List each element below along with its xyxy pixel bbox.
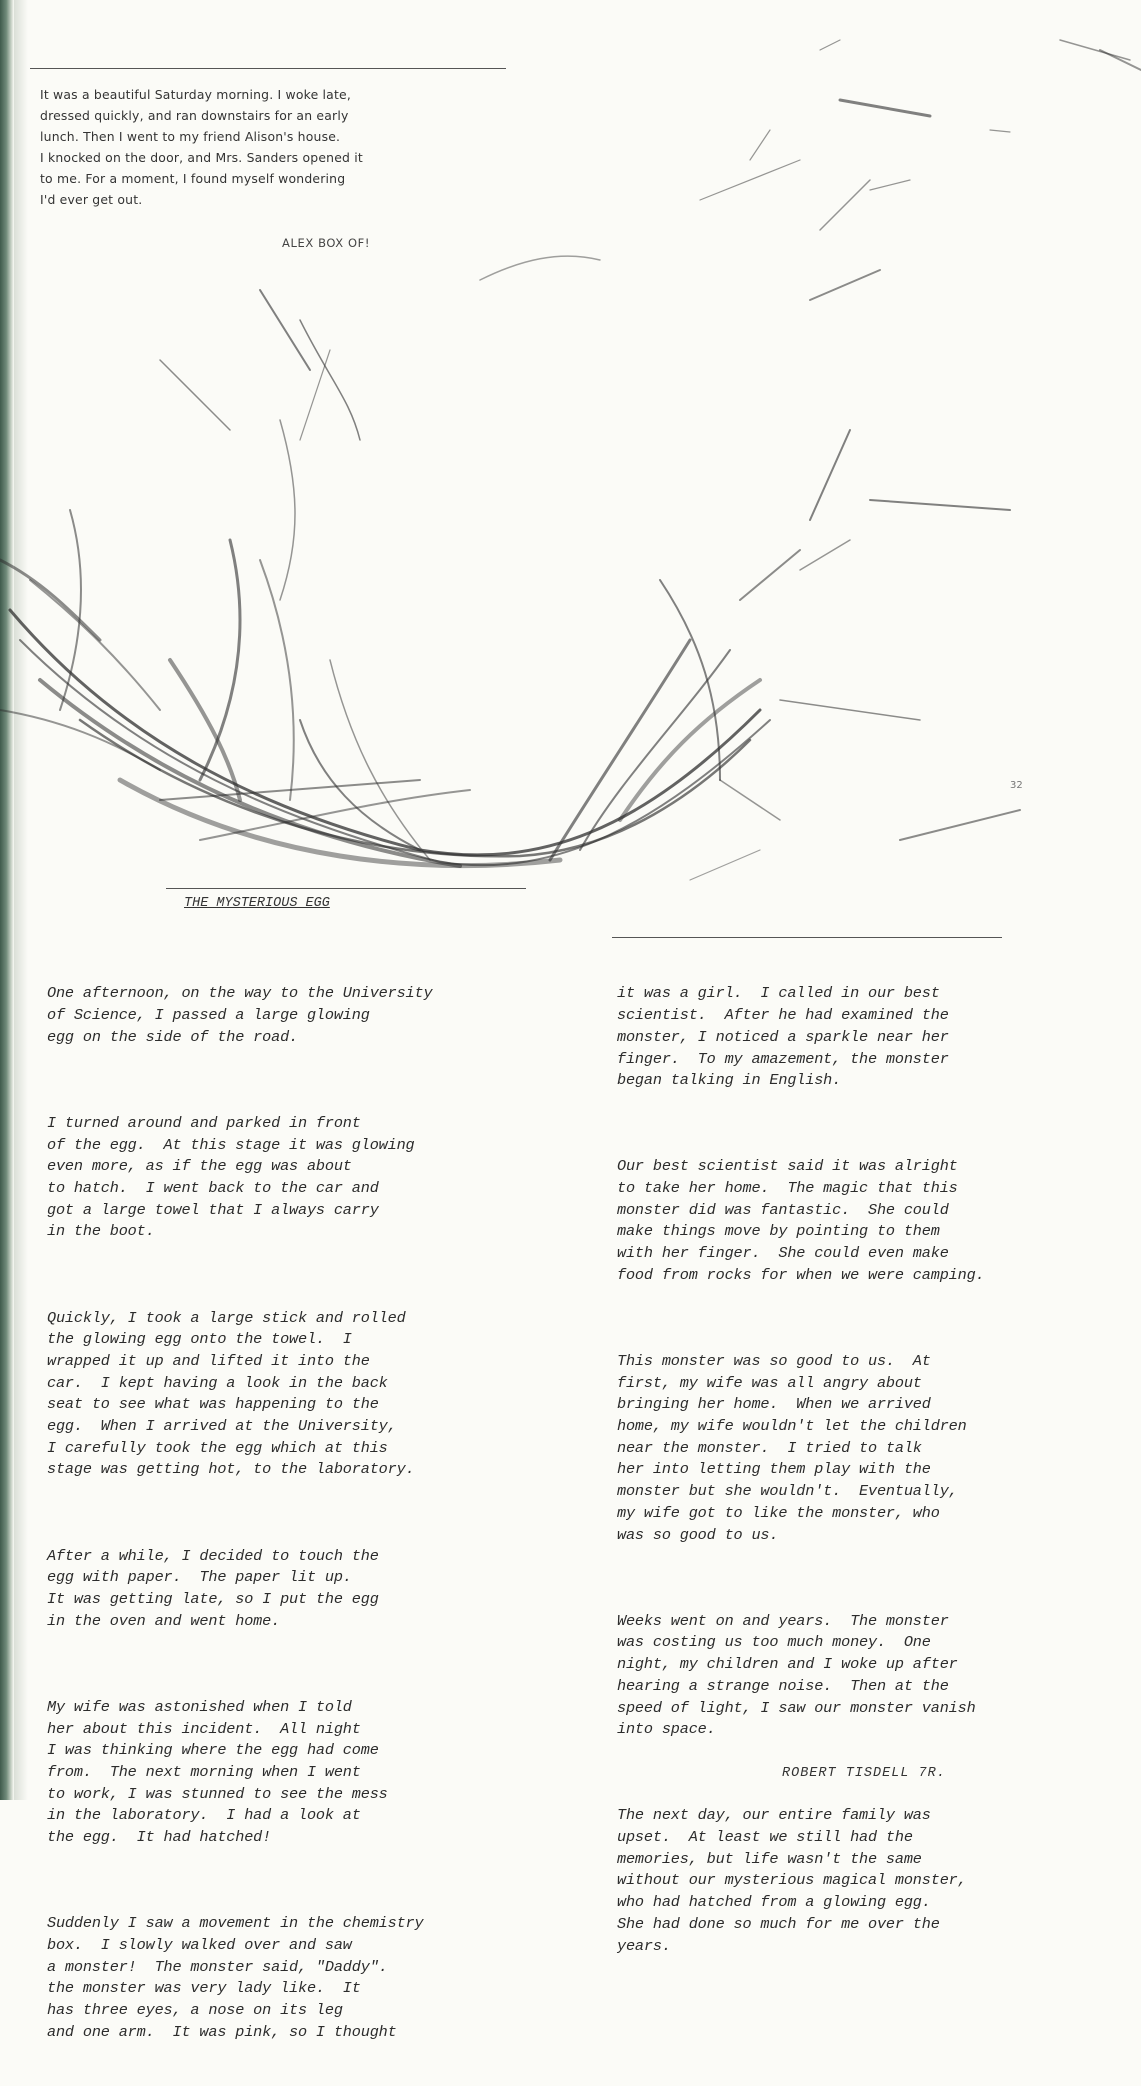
story-paragraph: Suddenly I saw a movement in the chemistry box. I slowly walked over and saw a monster! The monster said, "Daddy". the monster was very lady like. It has three eyes, a nose on its leg and one arm. It was pink, so I thought (47, 1914, 424, 2041)
story-paragraph: Our best scientist said it was alright to take her home. The magic that this monster did was fantastic. She could make things move by pointing to them with her finger. She could even make food from rocks for when we were camping. (617, 1157, 985, 1284)
story-paragraph: One afternoon, on the way to the University of Science, I passed a large glowing egg on the side of the road. (47, 984, 433, 1046)
story-paragraph: Quickly, I took a large stick and rolled the glowing egg onto the towel. I wrapped it up and lifted it into the car. I kept having a look in the back seat to see what was happening to the egg. When I arrived at the University, I carefully took the egg which at this stage was getting hot, to the laboratory. (47, 1308, 415, 1479)
right-column-rule (612, 937, 1002, 938)
intro-line: I knocked on the door, and Mrs. Sanders opened it (40, 150, 363, 165)
page-number: 32 (1010, 780, 1023, 791)
title-rule (166, 888, 526, 889)
story-byline: ROBERT TISDELL 7R. (782, 1766, 946, 1781)
intro-author: ALEX BOX OF! (282, 236, 371, 250)
story-paragraph: My wife was astonished when I told her about this incident. All night I was thinking where the egg had come from. The next morning when I went to work, I was stunned to see the mess in the laboratory. I had a look at the egg. It had hatched! (47, 1697, 388, 1847)
story-paragraph: it was a girl. I called in our best scientist. After he had examined the monster, I noticed a sparkle near her finger. To my amazement, the monster began talking in English. (617, 984, 949, 1090)
intro-line: It was a beautiful Saturday morning. I woke late, (40, 87, 351, 102)
story-paragraph: This monster was so good to us. At first, my wife was all angry about bringing her home. When we arrived home, my wife wouldn't let the children near the monster. I tried to talk her into letting them play with the monster but she wouldn't. Eventually, my wife got to like the monster, who was so good to us. (617, 1351, 967, 1544)
intro-line: I'd ever get out. (40, 192, 143, 207)
story-paragraph: After a while, I decided to touch the egg with paper. The paper lit up. It was getting late, so I put the egg in the oven and went home. (47, 1546, 379, 1630)
story-paragraph: I turned around and parked in front of the egg. At this stage it was glowing even more, as if the egg was about to hatch. I went back to the car and got a large towel that I always carry in the boot. (47, 1113, 415, 1241)
intro-line: dressed quickly, and ran downstairs for an early (40, 108, 349, 123)
intro-line: lunch. Then I went to my friend Alison's house. (40, 129, 341, 144)
story-paragraph: The next day, our entire family was upset. At least we still had the memories, but life wasn't the same without our mysterious magical monster, who had hatched from a glowing egg. She had done so much for me over the years. (617, 1806, 967, 1955)
story-paragraph: Weeks went on and years. The monster was costing us too much money. One night, my children and I woke up after hearing a strange noise. Then at the speed of light, I saw our monster vanish into space. (617, 1611, 976, 1739)
story-title: THE MYSTERIOUS EGG (184, 896, 330, 911)
story-right-column (617, 940, 985, 2000)
story-left-column (47, 940, 432, 2086)
nest-drawing (0, 20, 1141, 900)
intro-line: to me. For a moment, I found myself wondering (40, 171, 346, 186)
